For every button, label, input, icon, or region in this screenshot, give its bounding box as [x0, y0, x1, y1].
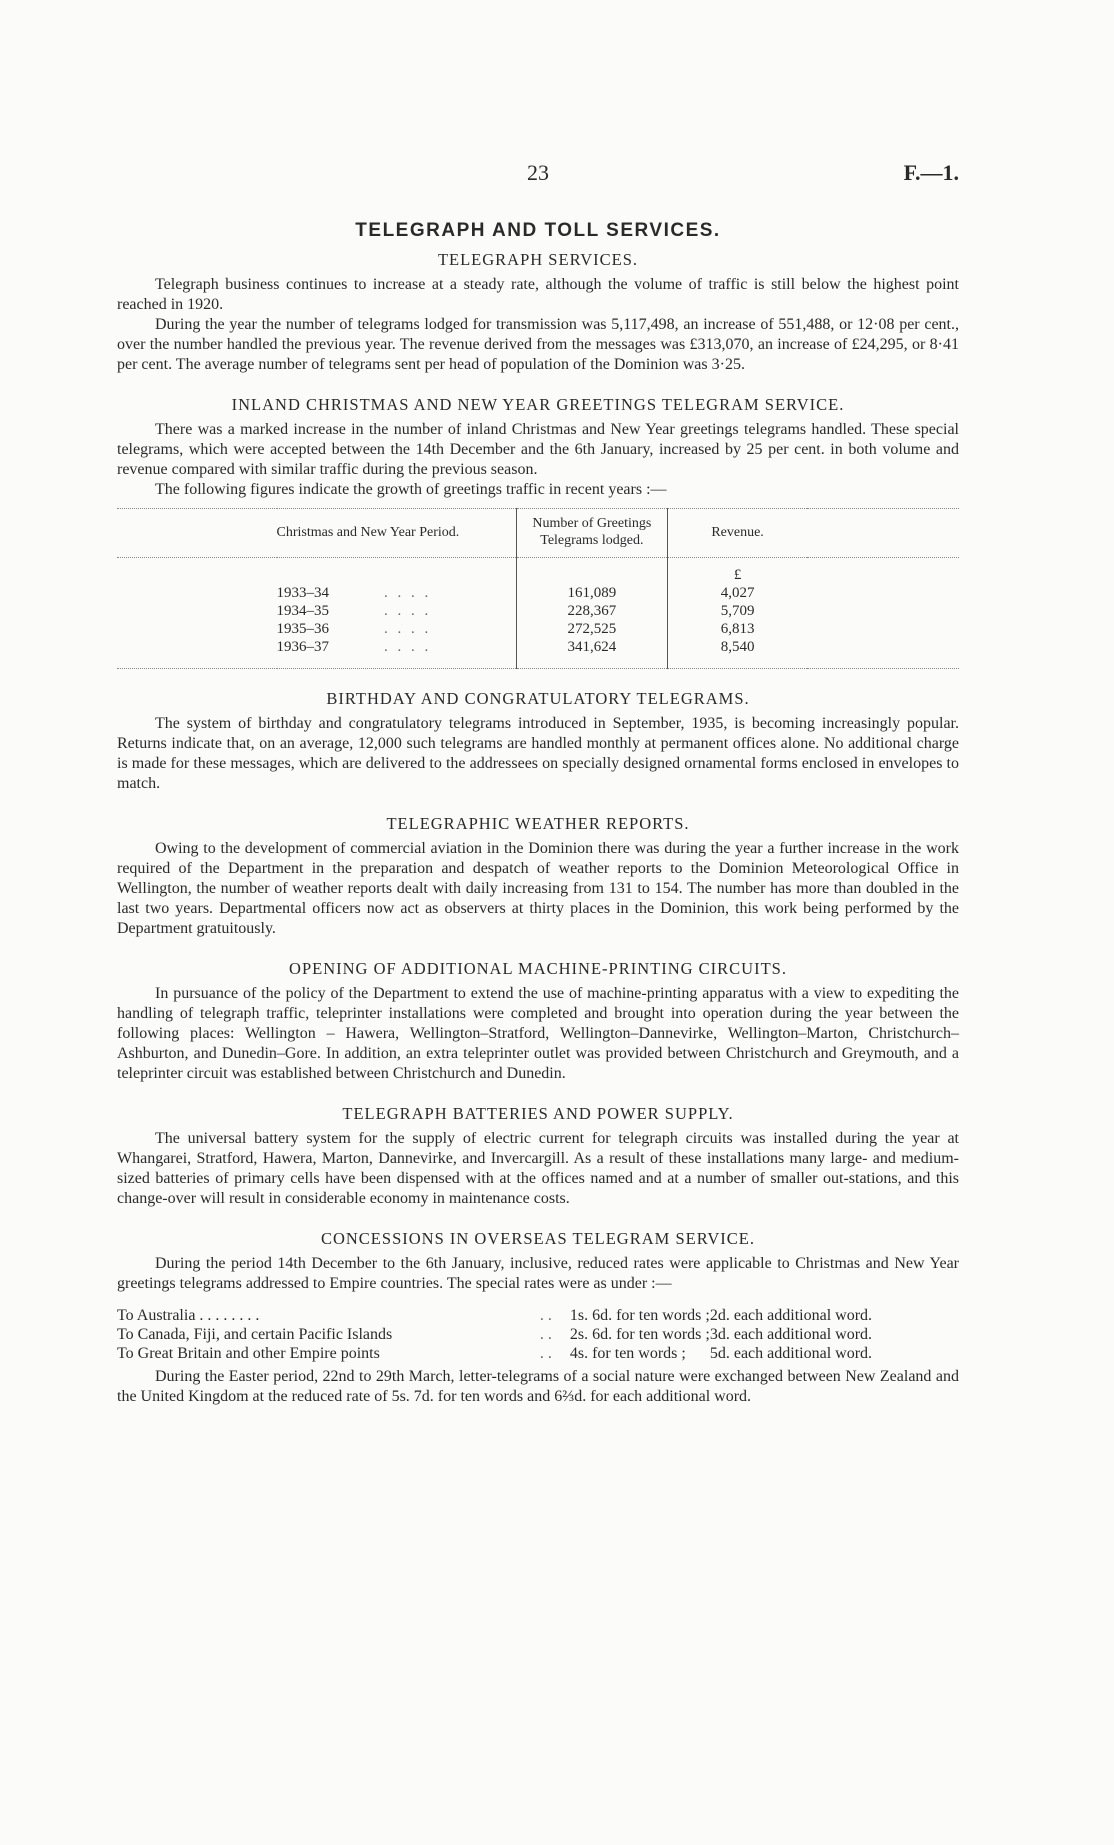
leader-dots: . . . . [384, 639, 432, 655]
telegraph-paragraph-2: During the year the number of telegrams lodged for transmission was 5,117,498, an increase of 551,488, or 12·08 per cent., over the number handled the previous year. The revenue derived from the messages was £313,070, an increase of £24,295, or 8·41 per cent. The average number of telegrams sent per head of population of the Dominion was 3·25. [117, 316, 959, 373]
rate-row [117, 1344, 959, 1363]
greetings-paragraph-2: The following figures indicate the growth of greetings traffic in recent years :— [155, 481, 667, 498]
rate-base: 4s. for ten words ; [569, 1345, 686, 1362]
period-cell: 1934–35 [276, 603, 329, 619]
col-header-count: Number of Greetings Telegrams lodged. [517, 509, 668, 558]
machine-printing-paragraph: In pursuance of the policy of the Department to extend the use of machine-printing apparatus with a view to expediting the handling of telegraph traffic, teleprinter installations were completed and brought into operation during the year between the following places: Wellington – Hawera, Wellington–Stratford, Wellington–Dannevirke, Wellington–Marton, Christchurch–Ashburton, and Dunedin–Gore. In addition, an extra teleprinter outlet was provided between Christchurch and Greymouth, and a teleprinter circuit was established between Christchurch and Dunedin. [117, 985, 959, 1082]
revenue-cell: 4,027 [720, 585, 755, 601]
leader-dots: . . [539, 1326, 552, 1343]
col-header-revenue: Revenue. [667, 509, 807, 558]
table-row [117, 584, 959, 602]
telegraph-paragraph-1: Telegraph business continues to increase at a steady rate, although the volume of traffic is still below the highest point reached in 1920. [117, 276, 959, 313]
count-cell: 341,624 [517, 638, 668, 669]
page-number: 23 [527, 160, 549, 185]
revenue-unit: £ [733, 567, 742, 583]
col-header-period: Christmas and New Year Period. [277, 509, 517, 558]
leader-dots: . . . . [384, 585, 432, 601]
greetings-table [117, 508, 959, 669]
rate-base: 1s. 6d. for ten words ; [569, 1307, 710, 1324]
period-cell: 1933–34 [276, 585, 329, 601]
heading-greetings-service: INLAND CHRISTMAS AND NEW YEAR GREETINGS TELEGRAM SERVICE. [231, 395, 845, 414]
concessions-paragraph-1: During the period 14th December to the 6th January, inclusive, reduced rates were applicable to Christmas and New Year greetings telegrams addressed to Empire countries. The special rates were as under :— [117, 1255, 959, 1292]
count-cell: 272,525 [517, 620, 668, 638]
document-reference: F.—1. [903, 160, 959, 185]
rate-extra: 2d. each additional word. [709, 1307, 873, 1324]
rate-extra: 3d. each additional word. [709, 1326, 873, 1343]
period-cell: 1936–37 [276, 639, 329, 655]
main-title: TELEGRAPH AND TOLL SERVICES. [355, 220, 721, 241]
leader-dots: . . . . [384, 603, 432, 619]
leader-dots: . . . . [384, 621, 432, 637]
revenue-cell: 8,540 [720, 639, 755, 655]
table-row [117, 638, 959, 669]
rates-table [117, 1306, 959, 1363]
page-header [117, 160, 959, 200]
period-cell: 1935–36 [276, 621, 329, 637]
heading-telegraph-services: TELEGRAPH SERVICES. [437, 250, 639, 269]
birthday-paragraph: The system of birthday and congratulatory telegrams introduced in September, 1935, is becoming increasingly popular. Returns indicate that, on an average, 12,000 such telegrams are handled monthly at permanent offices alone. No additional charge is made for these messages, which are delivered to the addressees on specially designed ornamental forms enclosed in envelopes to match. [117, 715, 959, 792]
leader-dots: . . [539, 1307, 552, 1324]
table-row [117, 602, 959, 620]
rate-destination: To Great Britain and other Empire points [117, 1345, 380, 1362]
heading-birthday-telegrams: BIRTHDAY AND CONGRATULATORY TELEGRAMS. [326, 689, 750, 708]
table-unit-row [117, 558, 959, 585]
heading-concessions: CONCESSIONS IN OVERSEAS TELEGRAM SERVICE. [320, 1229, 756, 1248]
heading-weather-reports: TELEGRAPHIC WEATHER REPORTS. [386, 814, 690, 833]
rate-base: 2s. 6d. for ten words ; [569, 1326, 710, 1343]
weather-paragraph: Owing to the development of commercial aviation in the Dominion there was during the year a further increase in the work required of the Department in the preparation and despatch of weather reports to the Dominion Meteorological Office in Wellington, the number of weather reports dealt with daily increasing from 131 to 154. The number has more than doubled in the last two years. Departmental officers now act as observers at thirty places in the Dominion, this work being performed by the Department gratuitously. [117, 840, 959, 937]
revenue-cell: 6,813 [720, 621, 755, 637]
greetings-paragraph-1: There was a marked increase in the number of inland Christmas and New Year greetings telegrams handled. These special telegrams, which were accepted between the 14th December and the 6th January, increased by 25 per cent. in both volume and revenue compared with similar traffic during the previous season. [117, 421, 959, 478]
count-cell: 161,089 [517, 584, 668, 602]
rate-row [117, 1306, 959, 1325]
rate-row [117, 1325, 959, 1344]
concessions-paragraph-2: During the Easter period, 22nd to 29th March, letter-telegrams of a social nature were exchanged between New Zealand and the United Kingdom at the reduced rate of 5s. 7d. for ten words and 6⅔d. for each additional word. [117, 1368, 959, 1405]
rate-destination: To Australia . . . . . . . . [117, 1307, 260, 1324]
table-row [117, 620, 959, 638]
revenue-cell: 5,709 [720, 603, 755, 619]
heading-batteries: TELEGRAPH BATTERIES AND POWER SUPPLY. [342, 1104, 734, 1123]
document-page [117, 160, 959, 1407]
rate-destination: To Canada, Fiji, and certain Pacific Islands [117, 1326, 393, 1343]
rate-extra: 5d. each additional word. [709, 1345, 873, 1362]
heading-machine-printing: OPENING OF ADDITIONAL MACHINE-PRINTING CIRCUITS. [289, 959, 787, 978]
table-header-row [117, 509, 959, 558]
count-cell: 228,367 [517, 602, 668, 620]
batteries-paragraph: The universal battery system for the supply of electric current for telegraph circuits was installed during the year at Whangarei, Stratford, Hawera, Marton, Dannevirke, and Invercargill. As a result of these installations many large- and medium-sized batteries of primary cells have been dispensed with at the offices named and at a number of smaller out-stations, and this change-over will result in considerable economy in maintenance costs. [117, 1130, 959, 1207]
leader-dots: . . [539, 1345, 552, 1362]
